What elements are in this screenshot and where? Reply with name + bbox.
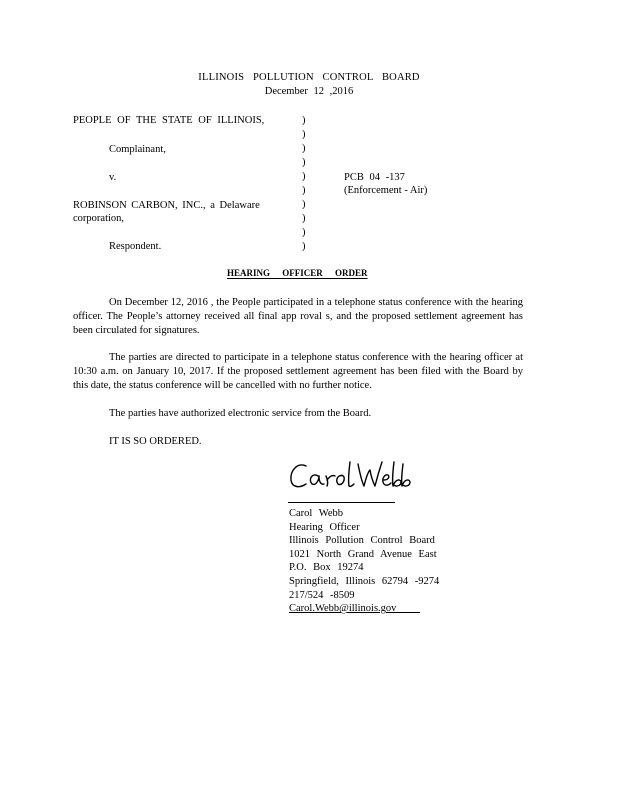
signer-email-row: [289, 602, 439, 616]
signature-block: [289, 507, 439, 616]
order-paragraph-4: [73, 435, 523, 449]
signer-phone: 217/524 -8509: [289, 589, 355, 601]
signer-title: Hearing Officer: [289, 521, 360, 533]
case-number: PCB 04 -137: [344, 172, 405, 183]
versus-label: v.: [109, 172, 117, 183]
signer-city: Springfield, Illinois 62794 -9274: [289, 575, 440, 587]
email-underline: [396, 612, 420, 613]
agency-heading: ILLINOIS POLLUTION CONTROL BOARD: [198, 72, 420, 83]
signer-street: 1021 North Grand Avenue East: [289, 548, 437, 560]
signer-agency: Illinois Pollution Control Board: [289, 535, 435, 547]
signer-email-link[interactable]: Carol.Webb@illinois.gov: [289, 603, 397, 615]
respondent-name-line2: corporation,: [73, 213, 125, 224]
caption-paren: ): [302, 213, 306, 224]
signature-line: [288, 502, 395, 503]
caption-paren: ): [302, 171, 306, 182]
caption-paren: ): [302, 143, 306, 154]
signer-po-box: P.O. Box 19274: [289, 562, 364, 574]
order-paragraph-1: [73, 296, 523, 338]
caption-paren: ): [302, 115, 306, 126]
respondent-label: Respondent.: [109, 241, 162, 252]
caption-paren: ): [302, 185, 306, 196]
caption-paren: ): [302, 227, 306, 238]
handwritten-signature: [288, 458, 414, 500]
order-paragraph-2: [73, 351, 523, 393]
caption-paren: ): [302, 241, 306, 252]
paragraph-text: On December 12, 2016 , the People participated in a telephone status conference with the hearing officer. The People’s attorney received all final app roval s, and the proposed settlement agreement has been circulated for signatures.: [73, 297, 523, 336]
paragraph-text: The parties have authorized electronic service from the Board.: [109, 408, 372, 419]
caption-paren: ): [302, 157, 306, 168]
signer-name: Carol Webb: [289, 508, 343, 519]
respondent-name-line1: ROBINSON CARBON, INC., a Delaware: [73, 200, 260, 211]
order-paragraph-3: [73, 407, 523, 421]
complainant-label: Complainant,: [109, 144, 166, 155]
order-title: HEARING OFFICER ORDER: [227, 268, 368, 278]
case-type: (Enforcement - Air): [344, 185, 428, 196]
caption-paren: ): [302, 199, 306, 210]
paragraph-text: The parties are directed to participate in a telephone status conference with the hearing officer at 10:30 a.m. on January 10, 2017. If the proposed settlement agreement has been filed with the Board by this date, the status conference will be cancelled with no further notice.: [73, 352, 523, 391]
paragraph-text: IT IS SO ORDERED.: [109, 436, 202, 447]
complainant-name: PEOPLE OF THE STATE OF ILLINOIS,: [73, 115, 265, 126]
caption-paren: ): [302, 129, 306, 140]
order-date: December 12 ,2016: [264, 86, 354, 97]
